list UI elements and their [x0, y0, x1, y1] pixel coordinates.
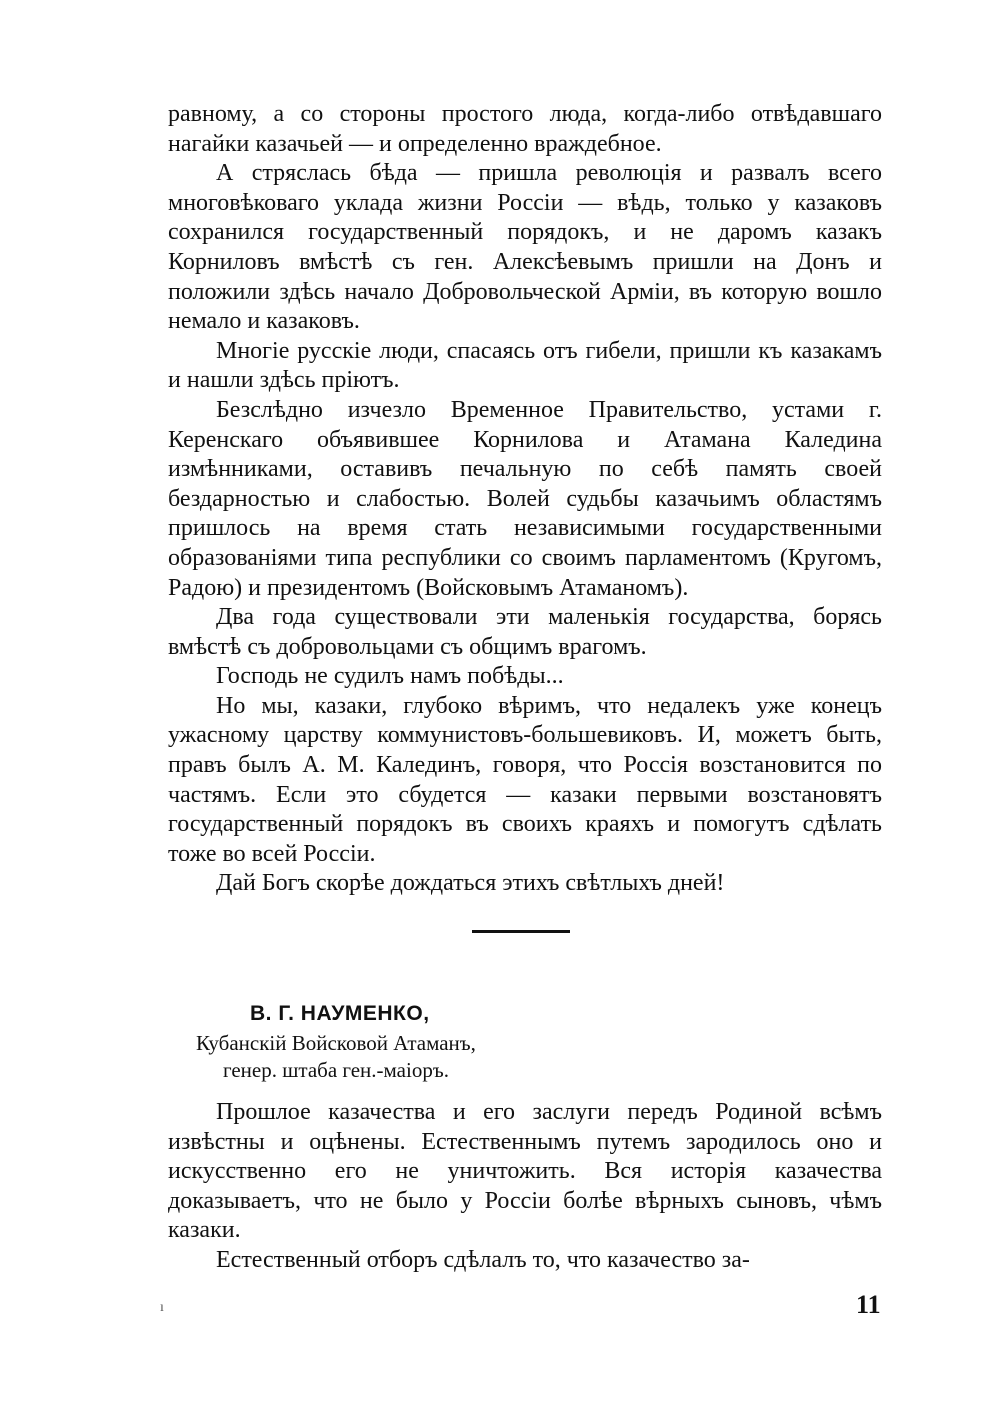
paragraph: Многіе русскіе люди, спасаясь отъ гибели, пришли къ казакамъ и нашли здѣсь пріютъ.	[168, 337, 882, 394]
scan-mark: ı	[160, 1300, 164, 1315]
author-title-line1: Кубанскій Войсковой Атаманъ,	[196, 1031, 476, 1055]
author-name: В. Г. НАУМЕНКО,	[250, 1002, 430, 1025]
paragraph: Господь не судилъ намъ побѣды...	[216, 663, 564, 690]
author-signature	[196, 1000, 616, 1084]
paragraph: Прошлое казачества и его заслуги передъ Родиной всѣмъ извѣстны и оцѣнены. Естественнымъ путемъ зародилось оно и искусственно его не уничтожить. Вся исторія казачества доказываетъ, что не было у Россіи болѣе вѣрныхъ сыновъ, чѣмъ казаки.	[168, 1099, 882, 1244]
paragraph: Два года существовали эти маленькія государства, борясь вмѣстѣ съ добровольцами съ общимъ врагомъ.	[168, 604, 882, 660]
paragraph: Дай Богъ скорѣе дождаться этихъ свѣтлыхъ дней!	[216, 870, 725, 897]
article-body-top	[168, 100, 882, 899]
paragraph: Естественный отборъ сдѣлалъ то, что казачество за-	[216, 1246, 750, 1273]
page-number: 11	[856, 1290, 881, 1319]
paragraph: А стряслась бѣда — пришла революція и развалъ всего многовѣковаго уклада жизни Россіи — вѣдь, только у казаковъ сохранился государственный порядокъ, и не даромъ казакъ Корниловъ вмѣстѣ съ ген. Алексѣевымъ пришли на Донъ и положили здѣсь начало Добровольческой Арміи, въ которую вошло немало и казаковъ.	[168, 160, 882, 335]
author-title-line2: генер. штаба ген.-маіоръ.	[223, 1058, 449, 1082]
article-body-bottom	[168, 1098, 882, 1276]
paragraph: Безслѣдно изчезло Временное Правительство, устами г. Керенскаго объявившее Корнилова и Атамана Каледина измѣнниками, оставивъ печальную по себѣ память своей бездарностью и слабостью. Волей судьбы казачьимъ областямъ пришлось на время стать независимыми государственными образованіями типа республики со своимъ парламентомъ (Кругомъ, Радою) и президентомъ (Войсковымъ Атаманомъ).	[168, 396, 882, 601]
paragraph: равному, а со стороны простого люда, когда-либо отвѣдавшаго нагайки казачьей — и определенно враждебное.	[168, 101, 882, 157]
section-divider	[472, 930, 570, 933]
paragraph: Но мы, казаки, глубоко вѣримъ, что недалекъ уже конецъ ужасному царству коммунистовъ-большевиковъ. И, можетъ быть, правъ былъ А. М. Калединъ, говоря, что Россія возстановится по частямъ. Если это сбудется — казаки первыми возстановятъ государственный порядокъ въ своихъ краяхъ и помогутъ сдѣлать тоже во всей Россіи.	[168, 692, 882, 867]
